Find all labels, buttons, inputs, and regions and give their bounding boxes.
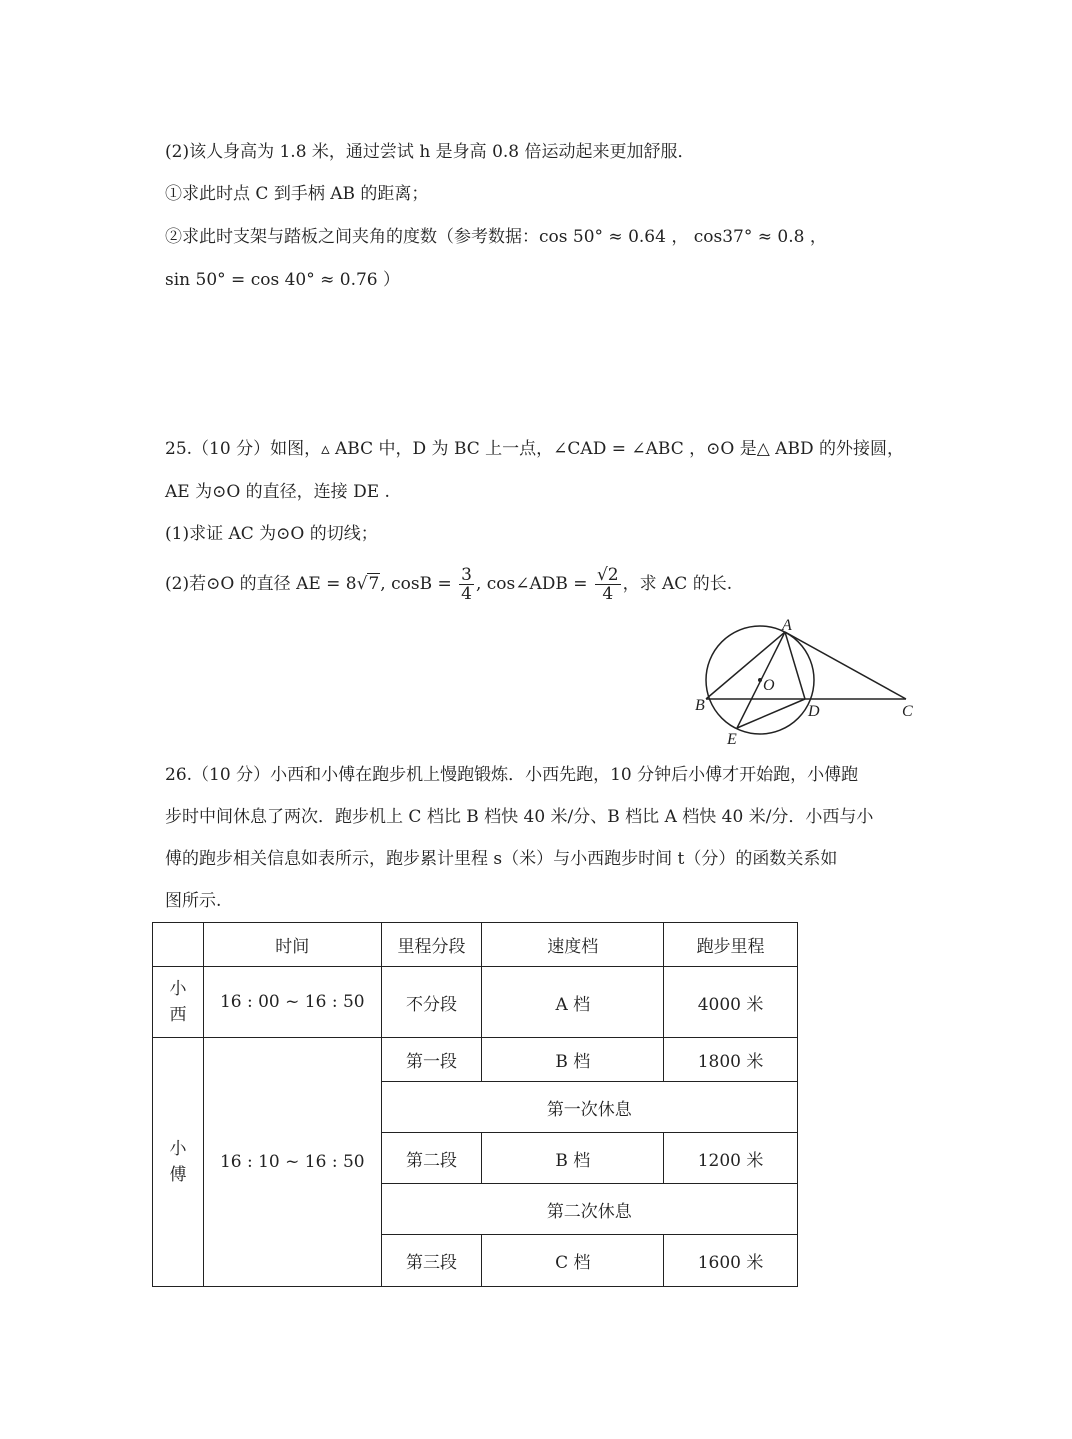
q25-line4-post: ，求 AC 的长.: [622, 574, 733, 594]
frac2-num: √2: [596, 565, 619, 585]
q24-part2-line4: sin 50° = cos 40° ≈ 0.76 ）: [165, 270, 401, 290]
xiaofu-seg1-segment: 第一段: [381, 1038, 482, 1082]
label-a: A: [782, 617, 792, 634]
header-cell-empty: [153, 923, 204, 967]
name-xiaoxi: 小 西: [153, 967, 204, 1038]
xiaofu-seg3-distance: 1600 米: [664, 1235, 798, 1287]
xiaofu-rest2: 第二次休息: [381, 1184, 797, 1235]
q25-line3: (1)求证 AC 为⊙O 的切线；: [165, 524, 378, 544]
label-c: C: [902, 703, 913, 720]
q25-cosadb: , cos∠ADB =: [475, 574, 588, 594]
q24-part2-line3: ②求此时支架与踏板之间夹角的度数（参考数据：cos 50° ≈ 0.64 ， cos37° ≈ 0.8 ，: [165, 227, 827, 247]
header-time: 时间: [203, 923, 381, 967]
header-segment: 里程分段: [381, 923, 482, 967]
xiaofu-seg3-segment: 第三段: [381, 1235, 482, 1287]
xiaofu-time: 16 : 10 ~ 16 : 50: [203, 1038, 381, 1287]
fraction-3-4: [459, 566, 474, 603]
q26-line3: 傅的跑步相关信息如表所示，跑步累计里程 s（米）与小西跑步时间 t（分）的函数关系如: [165, 849, 838, 869]
table-row-xiaofu-seg1: [153, 1038, 798, 1082]
xiaofu-rest1: 第一次休息: [381, 1082, 797, 1133]
running-info-table: [152, 922, 798, 1287]
q25-line1: 25.（10 分）如图，▵ ABC 中，D 为 BC 上一点，∠CAD = ∠ABC ，⊙O 是△ ABD 的外接圆，: [165, 439, 904, 459]
center-point: [758, 678, 762, 682]
sqrt-sign: √: [356, 574, 368, 594]
frac1-den: 4: [461, 584, 472, 604]
segment-ac: [785, 632, 906, 699]
frac2-den: 4: [602, 584, 614, 604]
xiaoxi-speed: A 档: [482, 967, 664, 1038]
label-e: E: [727, 731, 737, 748]
q25-line4: [165, 564, 732, 604]
q26-line1: 26.（10 分）小西和小傅在跑步机上慢跑锻炼．小西先跑，10 分钟后小傅才开始跑，小傅跑: [165, 765, 859, 785]
xiaofu-seg3-speed: C 档: [482, 1235, 664, 1287]
fraction-sqrt2-4: [595, 566, 621, 603]
q25-cosb: , cosB =: [380, 574, 452, 594]
header-distance: 跑步里程: [664, 923, 798, 967]
table-row-xiaoxi: [153, 967, 798, 1038]
xiaofu-seg2-distance: 1200 米: [664, 1133, 798, 1184]
xiaofu-seg2-speed: B 档: [482, 1133, 664, 1184]
q25-line2: AE 为⊙O 的直径，连接 DE .: [165, 482, 390, 502]
q24-part2-line2: ①求此时点 C 到手柄 AB 的距离；: [165, 184, 429, 204]
xiaofu-seg1-speed: B 档: [482, 1038, 664, 1082]
xiaoxi-time: 16 : 00 ~ 16 : 50: [203, 967, 381, 1038]
q26-line2: 步时中间休息了两次．跑步机上 C 档比 B 档快 40 米/分、B 档比 A 档快 40 米/分．小西与小: [165, 807, 874, 827]
xiaoxi-distance: 4000 米: [664, 967, 798, 1038]
xiaofu-seg1-distance: 1800 米: [664, 1038, 798, 1082]
circle-geometry-figure: [690, 612, 930, 752]
segment-de: [737, 699, 805, 728]
name-xiaofu: 小 傅: [153, 1038, 204, 1287]
q26-line4: 图所示.: [165, 891, 222, 911]
header-speed: 速度档: [482, 923, 664, 967]
q25-sqrt7: 7: [368, 574, 380, 594]
q25-line4-pre: (2)若⊙O 的直径 AE = 8: [165, 574, 357, 594]
xiaofu-seg2-segment: 第二段: [381, 1133, 482, 1184]
table-header-row: [153, 923, 798, 967]
label-o: O: [763, 677, 775, 694]
frac1-num: 3: [461, 565, 472, 585]
q24-part2-line1: (2)该人身高为 1.8 米，通过尝试 h 是身高 0.8 倍运动起来更加舒服．: [165, 142, 695, 162]
label-d: D: [808, 703, 820, 720]
label-b: B: [695, 697, 705, 714]
xiaoxi-segment: 不分段: [381, 967, 482, 1038]
